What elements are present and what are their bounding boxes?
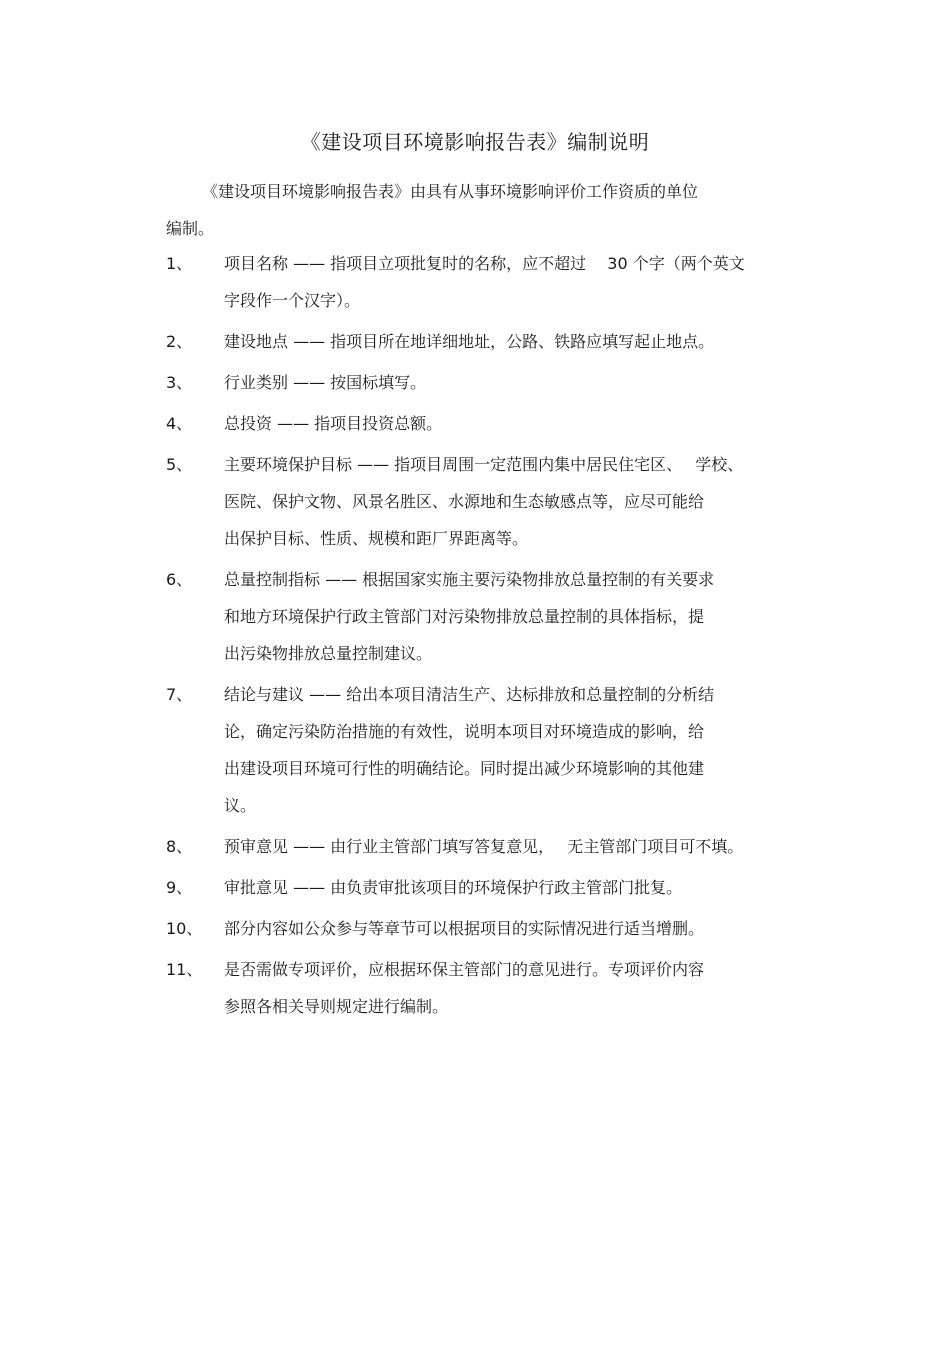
intro-line: 编制。 xyxy=(166,219,215,238)
item-number: 9、 xyxy=(166,878,193,897)
item-text xyxy=(224,245,826,319)
item-number: 10、 xyxy=(166,919,203,938)
item-text-line: 论，确定污染防治措施的有效性，说明本项目对环境造成的影响，给 xyxy=(224,722,705,741)
item-text-line: 出污染物排放总量控制建议。 xyxy=(224,644,433,663)
item-number: 6、 xyxy=(166,570,193,589)
item-text xyxy=(224,405,826,442)
list-item xyxy=(166,446,826,557)
item-number: 5、 xyxy=(166,455,193,474)
list-item xyxy=(166,828,826,865)
list-item xyxy=(166,405,826,442)
instruction-list xyxy=(166,245,826,1029)
item-text-line: 预审意见 —— 由行业主管部门填写答复意见， 无主管部门项目可不填。 xyxy=(224,837,744,856)
list-item xyxy=(166,323,826,360)
item-text xyxy=(224,676,826,824)
item-number: 7、 xyxy=(166,685,193,704)
item-text xyxy=(224,869,826,906)
item-text xyxy=(224,951,826,1025)
list-item xyxy=(166,364,826,401)
item-text xyxy=(224,446,826,557)
item-text xyxy=(224,561,826,672)
item-text-line: 行业类别 —— 按国标填写。 xyxy=(224,373,427,392)
list-item xyxy=(166,676,826,824)
item-text-line: 字段作一个汉字）。 xyxy=(224,291,361,310)
item-text-line: 建设地点 —— 指项目所在地详细地址，公路、铁路应填写起止地点。 xyxy=(224,332,715,351)
item-text-line: 审批意见 —— 由负责审批该项目的环境保护行政主管部门批复。 xyxy=(224,878,683,897)
item-text-line: 总投资 —— 指项目投资总额。 xyxy=(224,414,443,433)
item-text xyxy=(224,364,826,401)
item-text-line: 议。 xyxy=(224,796,257,815)
item-number: 2、 xyxy=(166,332,193,351)
item-number: 8、 xyxy=(166,837,193,856)
list-item xyxy=(166,951,826,1025)
item-text-line: 出保护目标、性质、规模和距厂界距离等。 xyxy=(224,529,529,548)
item-text xyxy=(224,323,826,360)
item-text-line: 出建设项目环境可行性的明确结论。同时提出减少环境影响的其他建 xyxy=(224,759,705,778)
item-number: 1、 xyxy=(166,254,193,273)
item-number: 11、 xyxy=(166,960,203,979)
list-item xyxy=(166,910,826,947)
item-text-line: 医院、保护文物、风景名胜区、水源地和生态敏感点等，应尽可能给 xyxy=(224,492,705,511)
intro-paragraph xyxy=(166,173,806,247)
intro-line: 《建设项目环境影响报告表》由具有从事环境影响评价工作资质的单位 xyxy=(202,182,699,201)
item-text xyxy=(224,828,826,865)
list-item xyxy=(166,561,826,672)
document-title: 《建设项目环境影响报告表》编制说明 xyxy=(300,130,650,154)
item-text-line: 和地方环境保护行政主管部门对污染物排放总量控制的具体指标，提 xyxy=(224,607,705,626)
item-number: 3、 xyxy=(166,373,193,392)
item-text-line: 部分内容如公众参与等章节可以根据项目的实际情况进行适当增删。 xyxy=(224,919,705,938)
list-item xyxy=(166,245,826,319)
item-text-line: 参照各相关导则规定进行编制。 xyxy=(224,997,449,1016)
item-text-line: 总量控制指标 —— 根据国家实施主要污染物排放总量控制的有关要求 xyxy=(224,570,715,589)
item-text xyxy=(224,910,826,947)
item-number: 4、 xyxy=(166,414,193,433)
list-item xyxy=(166,869,826,906)
item-text-line: 主要环境保护目标 —— 指项目周围一定范围内集中居民住宅区、 学校、 xyxy=(224,455,744,474)
item-text-line: 项目名称 —— 指项目立项批复时的名称，应不超过 30 个字（两个英文 xyxy=(224,254,745,273)
item-text-line: 是否需做专项评价，应根据环保主管部门的意见进行。专项评价内容 xyxy=(224,960,705,979)
item-text-line: 结论与建议 —— 给出本项目清洁生产、达标排放和总量控制的分析结 xyxy=(224,685,715,704)
